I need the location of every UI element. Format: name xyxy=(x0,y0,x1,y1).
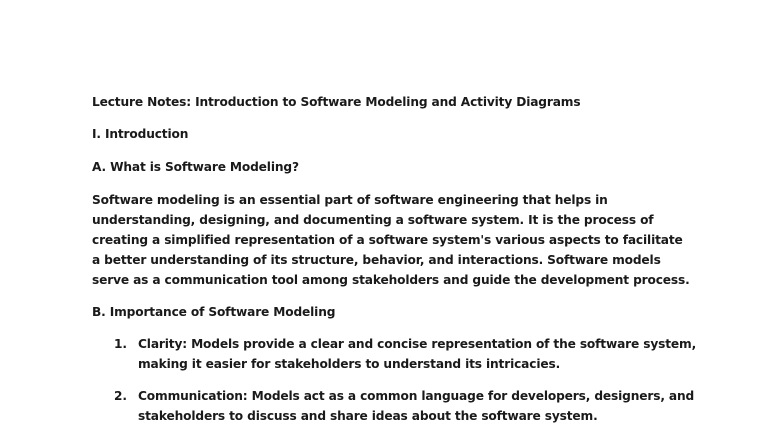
list-item-number: 2. xyxy=(114,389,127,403)
paragraph-software-modeling: Software modeling is an essential part of software engineering that helps in understanding, designing, and documenting a software system. It is the process of creating a simplified representation of a software system's various aspects to facilitate a better understanding of its structure, behavior, and interactions. Software models serve as a communication tool among stakeholders and guide the development process. xyxy=(92,193,690,287)
subsection-heading-what-is-modeling: A. What is Software Modeling? xyxy=(92,160,299,174)
section-heading-introduction: I. Introduction xyxy=(92,127,189,141)
list-item-text: Communication: Models act as a common language for developers, designers, and stakeholders to discuss and share ideas about the software system. xyxy=(138,389,695,423)
list-item-number: 1. xyxy=(114,337,127,351)
list-item-text: Clarity: Models provide a clear and concise representation of the software system, making it easier for stakeholders to understand its intricacies. xyxy=(138,337,697,371)
subsection-heading-importance: B. Importance of Software Modeling xyxy=(92,305,336,319)
document-title: Lecture Notes: Introduction to Software Modeling and Activity Diagrams xyxy=(92,95,581,109)
